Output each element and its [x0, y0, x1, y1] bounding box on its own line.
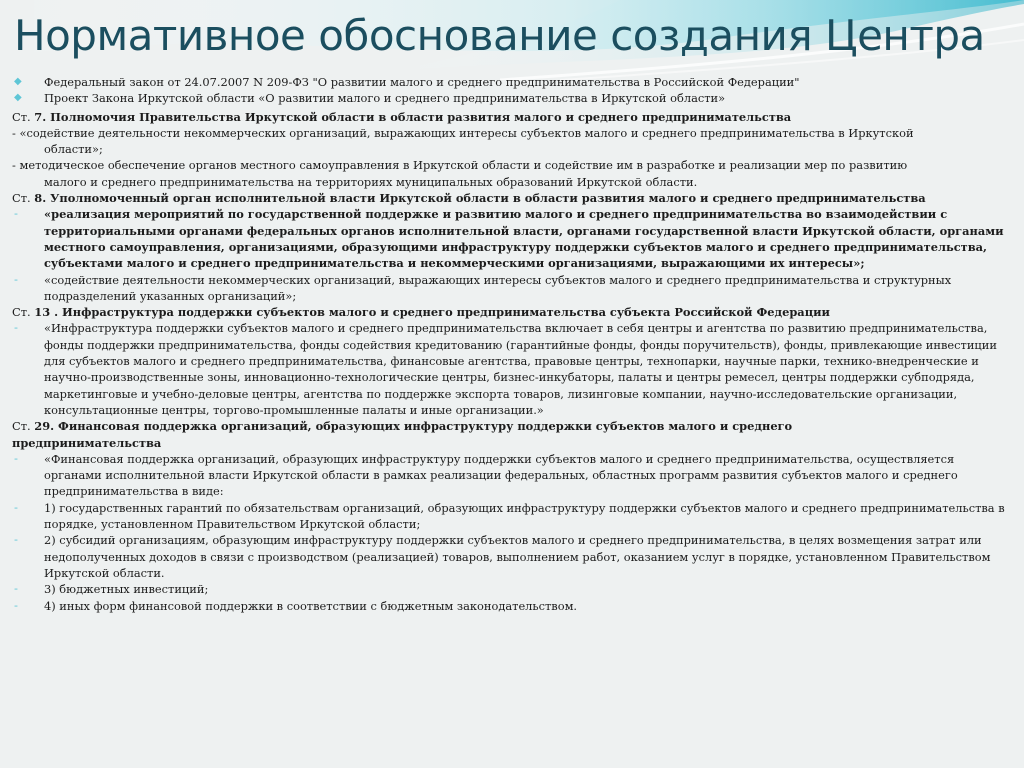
dash-marker: - [14, 451, 18, 465]
article-8-title: 8. Уполномоченный орган исполнительной власти Иркутской области в области развития малого и среднего предпринимательства [34, 191, 926, 206]
law-ref-item [12, 90, 1012, 106]
dash-marker: - [14, 533, 18, 547]
dash-marker: - [14, 321, 18, 335]
article-13-title: 13 . Инфраструктура поддержки субъектов малого и среднего предпринимательства субъекта Российской Федерации [34, 305, 831, 320]
article-7-item: - «содействие деятельности некоммерческих организаций, выражающих интересы субъектов малого и среднего предпринимательства в Иркутской области»; [12, 125, 914, 157]
article-13-heading: Ст. 13 . Инфраструктура поддержки субъектов малого и среднего предпринимательства субъекта Российской Федерации [12, 305, 831, 320]
dash-marker: - [14, 582, 18, 596]
article-7-title: 7. Полномочия Правительства Иркутской области в области развития малого и среднего предпринимательства [34, 109, 792, 124]
bullet-icon: ◆ [14, 76, 22, 87]
dash-marker: - [14, 598, 18, 612]
law-ref-text: Проект Закона Иркутской области «О развитии малого и среднего предпринимательства в Иркутской области» [44, 91, 726, 106]
law-ref-item [12, 74, 1012, 90]
article-29-item: - 2) субсидий организациям, образующим инфраструктуру поддержки субъектов малого и среднего предпринимательства, в целях возмещения затрат или недополученных доходов в связи с производством (реализацией) товаров, выполнением работ, оказанием услуг в порядке, установленном Правительством Иркутской области. [14, 533, 991, 580]
document-body [12, 74, 1012, 614]
article-29-heading: Ст. 29. Финансовая поддержка организаций, образующих инфраструктуру поддержки субъектов малого и среднего предпринимательства [12, 419, 793, 450]
article-29-title: 29. Финансовая поддержка организаций, образующих инфраструктуру поддержки субъектов малого и среднего [34, 419, 793, 434]
law-ref-text: Федеральный закон от 24.07.2007 N 209-ФЗ "О развитии малого и среднего предпринимательства в Российской Федерации" [44, 75, 800, 89]
dash-marker: - [14, 500, 18, 514]
bullet-icon: ◆ [14, 92, 22, 104]
page-title: Нормативное обоснование создания Центра [14, 11, 985, 60]
article-8-heading: Ст. 8. Уполномоченный орган исполнительной власти Иркутской области в области развития малого и среднего предпринимательства [12, 191, 926, 206]
article-13-item: - «Инфраструктура поддержки субъектов малого и среднего предпринимательства включает в себя центры и агентства по развитию предпринимательства, фонды поддержки предпринимательства, фонды содействия кредитованию (гарантийные фонды, фонды поручительств), фонды, привлекающие инвестиции для субъектов малого и среднего предпринимательства, финансовые агентства, правовые центры, технопарки, научные парки, технико-внедренческие и научно-производственные зоны, инновационно-технологические центры, бизнес-инкубаторы, палаты и центры ремесел, центры поддержки субподряда, маркетинговые и учебно-деловые центры, агентства по поддержке экспорта товаров, лизинговые компании, научно-исследовательские организации, консультационные центры, торгово-промышленные палаты и иные организации.» [14, 321, 997, 417]
article-29-item: - 3) бюджетных инвестиций; [14, 582, 209, 597]
article-29-item: - 4) иных форм финансовой поддержки в соответствии с бюджетным законодательством. [14, 598, 578, 613]
article-29-item: - «Финансовая поддержка организаций, образующих инфраструктуру поддержки субъектов малого и среднего предпринимательства, осуществляется органами исполнительной власти Иркутской области в рамках реализации федеральных, областных программ развития субъектов малого и среднего предпринимательства в виде: [14, 451, 958, 499]
dash-marker: - [14, 207, 18, 221]
article-8-item: - «содействие деятельности некоммерческих организаций, выражающих интересы субъектов малого и среднего предпринимательства и структурных подразделений указанных организаций»; [14, 272, 952, 303]
article-29-item: - 1) государственных гарантий по обязательствам организаций, образующих инфраструктуру поддержки субъектов малого и среднего предпринимательства в порядке, установленном Правительством Иркутской области; [14, 500, 1005, 532]
article-8-item: - «реализация мероприятий по государственной поддержке и развитию малого и среднего предпринимательства во взаимодействии с территориальными органами федеральных органов исполнительной власти, органами государственной власти Иркутской области, органами местного самоуправления, организациями, образующими инфраструктуру поддержки субъектов малого и среднего предпринимательства, субъектами малого и среднего предпринимательства и некоммерческими организациями, выражающими их интересы»; [14, 207, 1004, 271]
article-7-item: - методическое обеспечение органов местного самоуправления в Иркутской области и содействие им в разработке и реализации мер по развитию малого и среднего предпринимательства на территориях муниципальных образований Иркутской области. [12, 158, 908, 189]
article-7-heading: Ст. 7. Полномочия Правительства Иркутской области в области развития малого и среднего предпринимательства [12, 109, 792, 124]
dash-marker: - [14, 272, 18, 286]
